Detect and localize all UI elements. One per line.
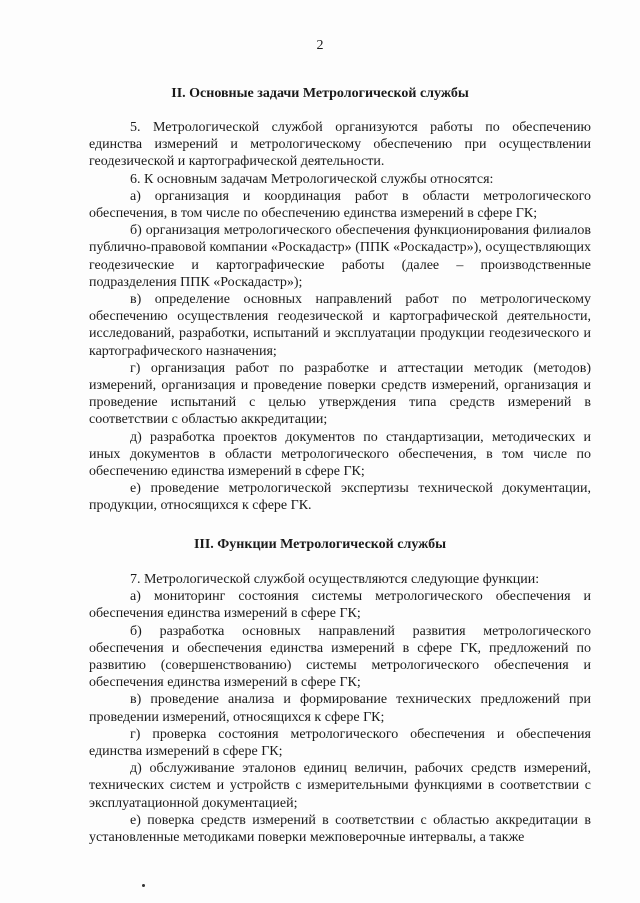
paragraph-6b: б) организация метрологического обеспечения функционирования филиалов публично-правовой компании «Роскадастр» (ППК «Роскадастр»), осуществляющих геодезические и картографические работы (далее – производственные подразделения ППК «Роскадастр»);	[89, 223, 591, 290]
paragraph-6: 6. К основным задачам Метрологической службы относятся:	[130, 171, 494, 187]
page-number: 2	[316, 38, 324, 53]
paragraph-7e: е) поверка средств измерений в соответствии с областью аккредитации в установленные методиками поверки межповерочные интервалы, а также	[89, 812, 591, 846]
paragraph-6d: д) разработка проектов документов по стандартизации, методических и иных документов в области метрологического обеспечения, в том числе по обеспечению единства измерений в сфере ГК;	[89, 429, 591, 480]
paragraph-7b: б) разработка основных направлений развития метрологического обеспечения и обеспечения единства измерений в сфере ГК, предложений по развитию (совершенствованию) системы метрологического обеспечения и обеспечения единства измерений в сфере ГК;	[89, 623, 591, 691]
paragraph-7a: а) мониторинг состояния системы метрологического обеспечения и обеспечения единства измерений в сфере ГК;	[89, 589, 591, 622]
paragraph-6v: в) определение основных направлений работ по метрологическому обеспечению осуществления геодезической и картографической деятельности, исследований, разработки, испытаний и эксплуатации продукции геодезического и картографического назначения;	[89, 292, 591, 359]
scan-speck	[142, 884, 145, 887]
section-heading-tasks: II. Основные задачи Метрологической службы	[171, 86, 469, 101]
paragraph-6e: е) проведение метрологической экспертизы технической документации, продукции, относящихся к сфере ГК.	[89, 481, 591, 514]
paragraph-7g: г) проверка состояния метрологического обеспечения и обеспечения единства измерений в сфере ГК;	[89, 726, 591, 760]
paragraph-7: 7. Метрологической службой осуществляются следующие функции:	[130, 572, 540, 587]
section-heading-functions: III. Функции Метрологической службы	[193, 537, 447, 552]
paragraph-5: 5. Метрологической службой организуются работы по обеспечению единства измерений и метрологическому обеспечению при осуществлении геодезической и картографической деятельности.	[89, 120, 591, 170]
section-body-functions	[89, 571, 591, 846]
paragraph-7d: д) обслуживание эталонов единиц величин, рабочих средств измерений, технических систем и устройств с измерительными функциями в соответствии с эксплуатационной документацией;	[89, 761, 591, 811]
section-body-tasks	[89, 119, 591, 515]
paragraph-7v: в) проведение анализа и формирование технических предложений при проведении измерений, относящихся к сфере ГК;	[89, 692, 591, 725]
paragraph-6g: г) организация работ по разработке и аттестации методик (методов) измерений, организация и проведение поверки средств измерений, организация и проведение испытаний с целью утверждения типа средств измерений в соответствии с областью аккредитации;	[89, 360, 591, 428]
paragraph-6a: а) организация и координация работ в области метрологического обеспечения, в том числе по обеспечению единства измерений в сфере ГК;	[89, 188, 591, 222]
